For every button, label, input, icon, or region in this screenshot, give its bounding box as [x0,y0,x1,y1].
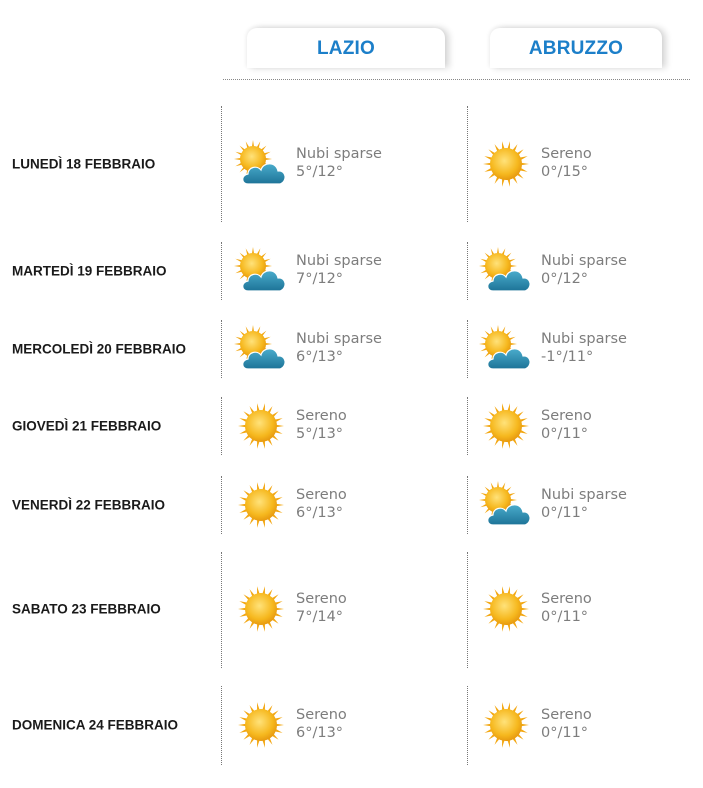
forecast-row [0,552,703,668]
day-label: GIOVEDÌ 21 FEBBRAIO [12,418,162,434]
abruzzo-temperature: 0°/11° [541,609,589,625]
abruzzo-column-divider [467,552,468,668]
abruzzo-column-divider [467,106,468,222]
lazio-temperature: 5°/12° [296,164,344,180]
header-divider [223,79,690,80]
sun-icon [477,585,535,633]
sun-cloud-icon [232,325,290,373]
sun-cloud-icon [477,325,535,373]
sun-cloud-icon [232,247,290,295]
lazio-column-divider [221,106,222,222]
abruzzo-temperature: 0°/12° [541,271,589,287]
lazio-condition: Nubi sparse [296,331,382,347]
lazio-condition: Nubi sparse [296,146,382,162]
lazio-condition: Nubi sparse [296,253,382,269]
forecast-row [0,320,703,378]
day-label: DOMENICA 24 FEBBRAIO [12,717,179,733]
lazio-condition: Sereno [296,591,347,607]
forecast-row [0,476,703,534]
abruzzo-condition: Nubi sparse [541,487,627,503]
forecast-row [0,686,703,765]
sun-icon [232,402,290,450]
day-label: LUNEDÌ 18 FEBBRAIO [12,156,156,172]
abruzzo-column-divider [467,320,468,378]
lazio-temperature: 6°/13° [296,505,344,521]
sun-cloud-icon [232,140,290,188]
lazio-condition: Sereno [296,487,347,503]
abruzzo-temperature: 0°/15° [541,164,589,180]
lazio-temperature: 7°/14° [296,609,344,625]
abruzzo-condition: Nubi sparse [541,331,627,347]
lazio-column-divider [221,552,222,668]
abruzzo-temperature: 0°/11° [541,426,589,442]
sun-icon [232,481,290,529]
lazio-column-divider [221,320,222,378]
abruzzo-condition: Sereno [541,591,592,607]
abruzzo-column-divider [467,686,468,765]
day-label: SABATO 23 FEBBRAIO [12,601,161,617]
day-label: VENERDÌ 22 FEBBRAIO [12,497,166,513]
abruzzo-temperature: 0°/11° [541,505,589,521]
abruzzo-condition: Sereno [541,146,592,162]
abruzzo-column-divider [467,242,468,300]
sun-icon [477,402,535,450]
lazio-temperature: 5°/13° [296,426,344,442]
lazio-temperature: 6°/13° [296,725,344,741]
lazio-column-divider [221,242,222,300]
abruzzo-column-divider [467,397,468,455]
abruzzo-condition: Sereno [541,408,592,424]
abruzzo-column-divider [467,476,468,534]
sun-icon [477,701,535,749]
sun-cloud-icon [477,481,535,529]
tab-lazio[interactable]: LAZIO [247,28,445,68]
forecast-row [0,106,703,222]
abruzzo-temperature: -1°/11° [541,349,594,365]
day-label: MERCOLEDÌ 20 FEBBRAIO [12,341,187,357]
abruzzo-condition: Sereno [541,707,592,723]
sun-icon [232,585,290,633]
sun-icon [232,701,290,749]
lazio-column-divider [221,686,222,765]
tab-abruzzo[interactable]: ABRUZZO [490,28,662,68]
lazio-temperature: 6°/13° [296,349,344,365]
lazio-condition: Sereno [296,408,347,424]
abruzzo-temperature: 0°/11° [541,725,589,741]
forecast-row [0,397,703,455]
lazio-temperature: 7°/12° [296,271,344,287]
lazio-column-divider [221,476,222,534]
forecast-row [0,242,703,300]
sun-icon [477,140,535,188]
abruzzo-condition: Nubi sparse [541,253,627,269]
sun-cloud-icon [477,247,535,295]
day-label: MARTEDÌ 19 FEBBRAIO [12,263,167,279]
lazio-condition: Sereno [296,707,347,723]
lazio-column-divider [221,397,222,455]
